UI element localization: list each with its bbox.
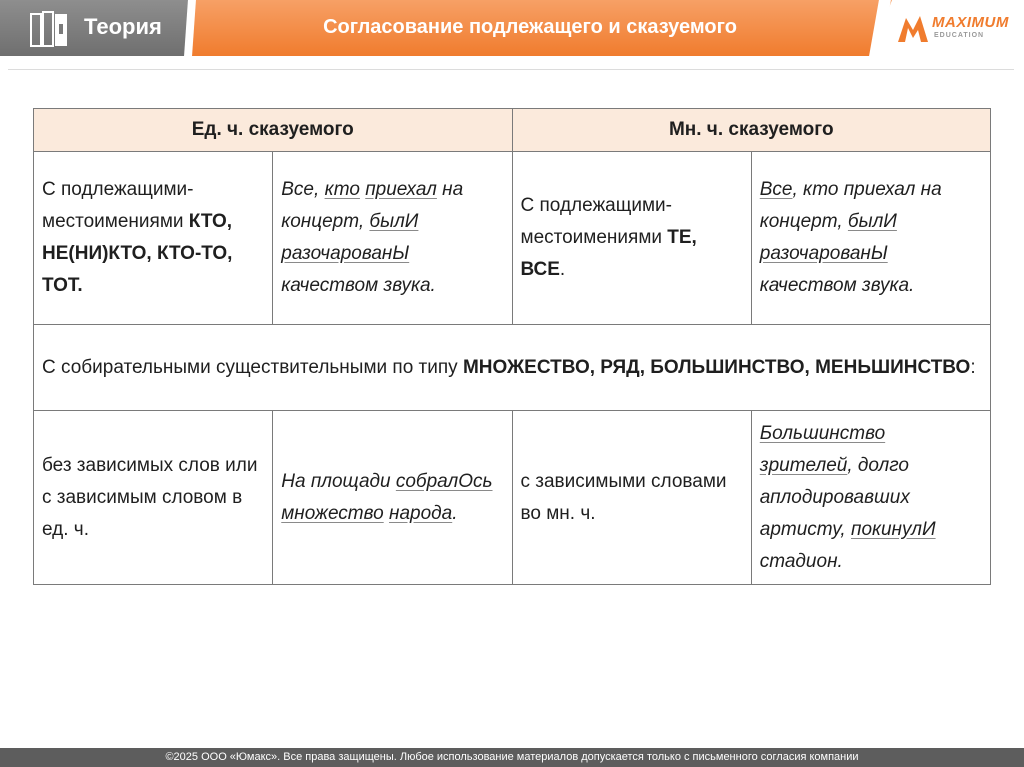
example-text: стадион. xyxy=(759,550,843,572)
condition-text: С подлежащими-местоимениями xyxy=(520,195,672,248)
underlined-word: множество xyxy=(281,502,384,524)
maximum-logo xyxy=(896,10,1020,50)
section-title: Теория xyxy=(84,14,162,39)
agreement-rules-table xyxy=(33,108,991,585)
page-title: Согласование подлежащего и сказуемого xyxy=(323,16,737,38)
header-plural: Мн. ч. сказуемого xyxy=(512,109,991,152)
plural-condition-pronouns xyxy=(512,152,751,325)
copyright-footer: ©2025 ООО «Юмакс». Все права защищены. Любое использование материалов допускается только с письменного согласия компании xyxy=(0,748,1024,767)
pronouns-list: ТЕ, ВСЕ xyxy=(520,227,697,280)
table-row xyxy=(34,152,991,325)
example-text: качеством звука. xyxy=(281,275,436,296)
table-row xyxy=(34,325,991,411)
logo-text: MAXIMUM xyxy=(932,14,1009,31)
plural-example xyxy=(751,152,990,325)
condition-text: С подлежащими-местоимениями xyxy=(42,179,194,232)
example-text: На площади xyxy=(281,470,396,492)
collective-nouns-rule xyxy=(34,325,991,411)
underlined-word: зрителей xyxy=(759,454,848,476)
example-text: , кто приехал на концерт, xyxy=(759,179,942,232)
underlined-word: разочарованЫ xyxy=(759,243,888,264)
logo-mark-icon xyxy=(896,12,930,44)
logo-subtext: EDUCATION xyxy=(934,32,985,39)
underlined-word: приехал xyxy=(365,179,437,200)
example-text: Все, xyxy=(281,179,325,200)
table-header-row xyxy=(34,109,991,152)
singular-example-collective xyxy=(273,411,512,585)
underlined-word: былИ xyxy=(847,211,897,232)
book-icon xyxy=(30,10,74,48)
plural-example-collective xyxy=(751,411,990,585)
underlined-word: собралОсь xyxy=(395,470,493,492)
rule-text: С собирательными существительными по типу xyxy=(42,356,463,378)
underlined-word: кто xyxy=(324,179,360,200)
singular-example xyxy=(273,152,512,325)
header-bar xyxy=(0,0,1024,56)
underlined-word: покинулИ xyxy=(850,518,936,540)
table-row xyxy=(34,411,991,585)
underlined-word: былИ xyxy=(369,211,419,232)
pronouns-list: КТО, НЕ(НИ)КТО, КТО-ТО, ТОТ. xyxy=(42,211,233,296)
singular-condition-pronouns xyxy=(34,152,273,325)
header-underline xyxy=(8,69,1014,70)
plural-condition-collective: с зависимыми словами во мн. ч. xyxy=(512,411,751,585)
collective-nouns-list: МНОЖЕСТВО, РЯД, БОЛЬШИНСТВО, МЕНЬШИНСТВО xyxy=(462,356,971,378)
condition-text: . xyxy=(559,259,566,280)
underlined-word: народа xyxy=(388,502,453,524)
rule-text: : xyxy=(970,356,976,378)
underlined-word: разочарованЫ xyxy=(281,243,410,264)
underlined-word: Все xyxy=(759,179,793,200)
example-text: . xyxy=(452,502,458,524)
example-text: на концерт, xyxy=(281,179,464,232)
header-singular: Ед. ч. сказуемого xyxy=(34,109,513,152)
underlined-word: Большинство xyxy=(759,422,886,444)
singular-condition-collective: без зависимых слов или с зависимым словом в ед. ч. xyxy=(34,411,273,585)
example-text: , долго аплодировавших артисту, xyxy=(759,454,910,540)
example-text: качеством звука. xyxy=(759,275,915,296)
